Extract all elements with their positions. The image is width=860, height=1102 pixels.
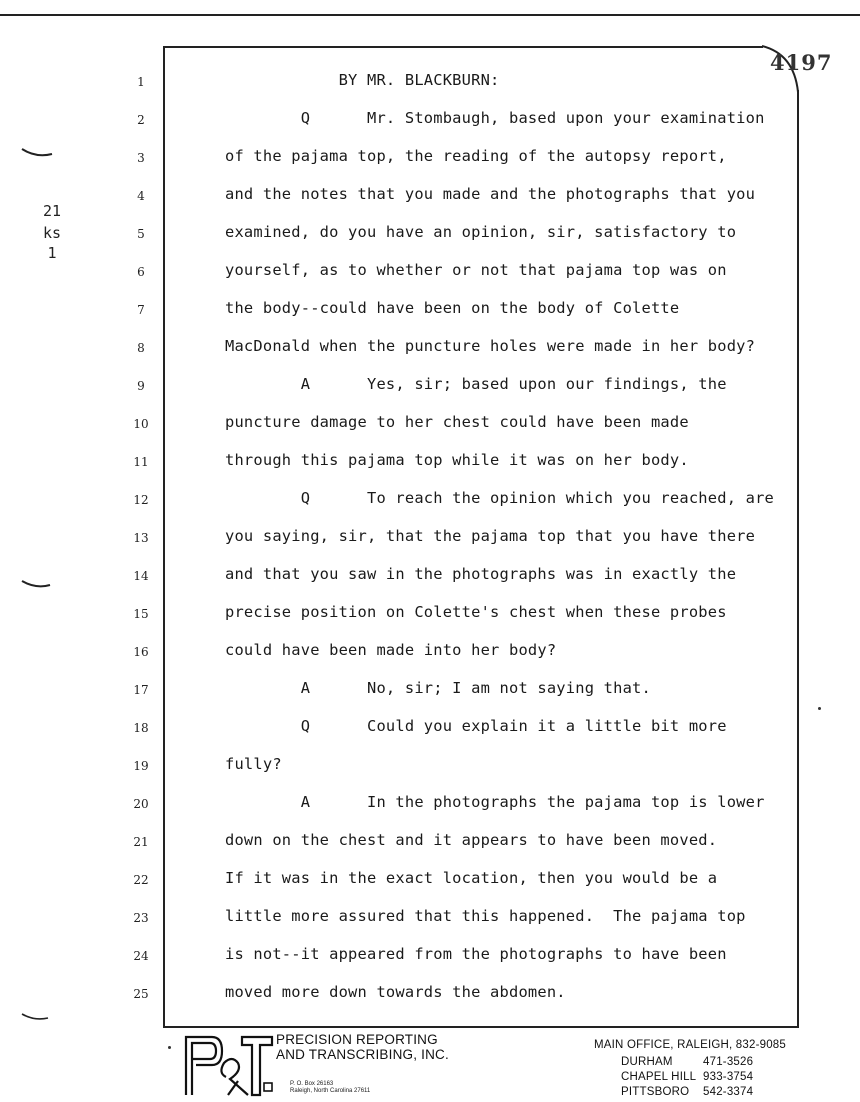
office-city: DURHAM <box>621 1056 673 1068</box>
margin-tick-mark <box>20 1010 50 1024</box>
company-logo <box>182 1033 274 1101</box>
line-text: through this pajama top while it was on her body. <box>225 451 689 469</box>
line-number: 22 <box>133 873 149 887</box>
line-number: 23 <box>133 911 149 925</box>
line-number: 10 <box>133 417 149 431</box>
line-text: BY MR. BLACKBURN: <box>225 71 500 89</box>
line-number: 18 <box>133 721 149 735</box>
frame-right-border <box>797 90 799 1028</box>
line-text: MacDonald when the puncture holes were made in her body? <box>225 337 756 355</box>
line-number: 25 <box>133 987 149 1001</box>
line-number: 9 <box>137 379 145 393</box>
margin-tick-mark <box>20 146 56 160</box>
frame-left-border <box>163 46 165 1028</box>
company-name-line: PRECISION REPORTING <box>276 1032 438 1047</box>
main-office: MAIN OFFICE, RALEIGH, 832-9085 <box>594 1039 786 1051</box>
line-number: 8 <box>137 341 145 355</box>
line-number: 12 <box>133 493 149 507</box>
line-text: the body--could have been on the body of Colette <box>225 299 680 317</box>
margin-note-line: ks <box>42 224 62 242</box>
line-text: A No, sir; I am not saying that. <box>225 679 651 697</box>
line-text: and the notes that you made and the photographs that you <box>225 185 756 203</box>
line-number: 15 <box>133 607 149 621</box>
line-text: Q Mr. Stombaugh, based upon your examination <box>225 109 765 127</box>
line-text: A Yes, sir; based upon our findings, the <box>225 375 727 393</box>
line-text: Q To reach the opinion which you reached, are <box>225 489 775 507</box>
margin-note-line: 1 <box>47 244 57 262</box>
line-number: 13 <box>133 531 149 545</box>
line-text: precise position on Colette's chest when these probes <box>225 603 727 621</box>
page-number: 4197 <box>770 50 833 75</box>
line-number: 5 <box>137 227 145 241</box>
office-phone: 471-3526 <box>703 1056 754 1068</box>
line-number: 3 <box>137 151 145 165</box>
line-text: little more assured that this happened. The pajama top <box>225 907 746 925</box>
line-text: is not--it appeared from the photographs to have been <box>225 945 727 963</box>
line-text: A In the photographs the pajama top is lower <box>225 793 765 811</box>
line-text: Q Could you explain it a little bit more <box>225 717 727 735</box>
line-text: yourself, as to whether or not that pajama top was on <box>225 261 727 279</box>
address-line: Raleigh, North Carolina 27611 <box>290 1088 371 1094</box>
line-text: down on the chest and it appears to have been moved. <box>225 831 718 849</box>
company-name-line: AND TRANSCRIBING, INC. <box>276 1047 449 1062</box>
line-text: could have been made into her body? <box>225 641 557 659</box>
office-phone: 542-3374 <box>703 1086 754 1098</box>
line-number: 14 <box>133 569 149 583</box>
line-number: 6 <box>137 265 145 279</box>
company-name <box>276 1032 449 1062</box>
line-number: 24 <box>133 949 149 963</box>
line-number: 7 <box>137 303 145 317</box>
line-text: you saying, sir, that the pajama top that you have there <box>225 527 756 545</box>
line-text: examined, do you have an opinion, sir, satisfactory to <box>225 223 737 241</box>
frame-top-border <box>163 46 763 48</box>
page-top-border <box>0 14 860 16</box>
footer-bullet <box>168 1046 171 1049</box>
margin-tick-mark <box>20 578 54 592</box>
line-text: fully? <box>225 755 282 773</box>
margin-note-line: 21 <box>42 202 62 220</box>
line-text: and that you saw in the photographs was in exactly the <box>225 565 737 583</box>
address-line: P. O. Box 26163 <box>290 1081 334 1087</box>
line-number: 21 <box>133 835 149 849</box>
line-number: 20 <box>133 797 149 811</box>
line-number: 19 <box>133 759 149 773</box>
line-number: 4 <box>137 189 145 203</box>
line-text: moved more down towards the abdomen. <box>225 983 566 1001</box>
line-number: 17 <box>133 683 149 697</box>
pt-logo-icon <box>182 1033 274 1097</box>
line-text: puncture damage to her chest could have been made <box>225 413 689 431</box>
office-city: CHAPEL HILL <box>621 1071 697 1083</box>
office-phone: 933-3754 <box>703 1071 754 1083</box>
company-address <box>290 1081 370 1095</box>
line-number: 2 <box>137 113 145 127</box>
line-text: If it was in the exact location, then you would be a <box>225 869 718 887</box>
office-city: PITTSBORO <box>621 1086 690 1098</box>
line-text: of the pajama top, the reading of the autopsy report, <box>225 147 727 165</box>
frame-bottom-border <box>163 1026 799 1028</box>
line-number: 11 <box>133 455 149 469</box>
line-number: 16 <box>133 645 149 659</box>
line-number: 1 <box>137 75 145 89</box>
stray-mark <box>818 707 821 710</box>
